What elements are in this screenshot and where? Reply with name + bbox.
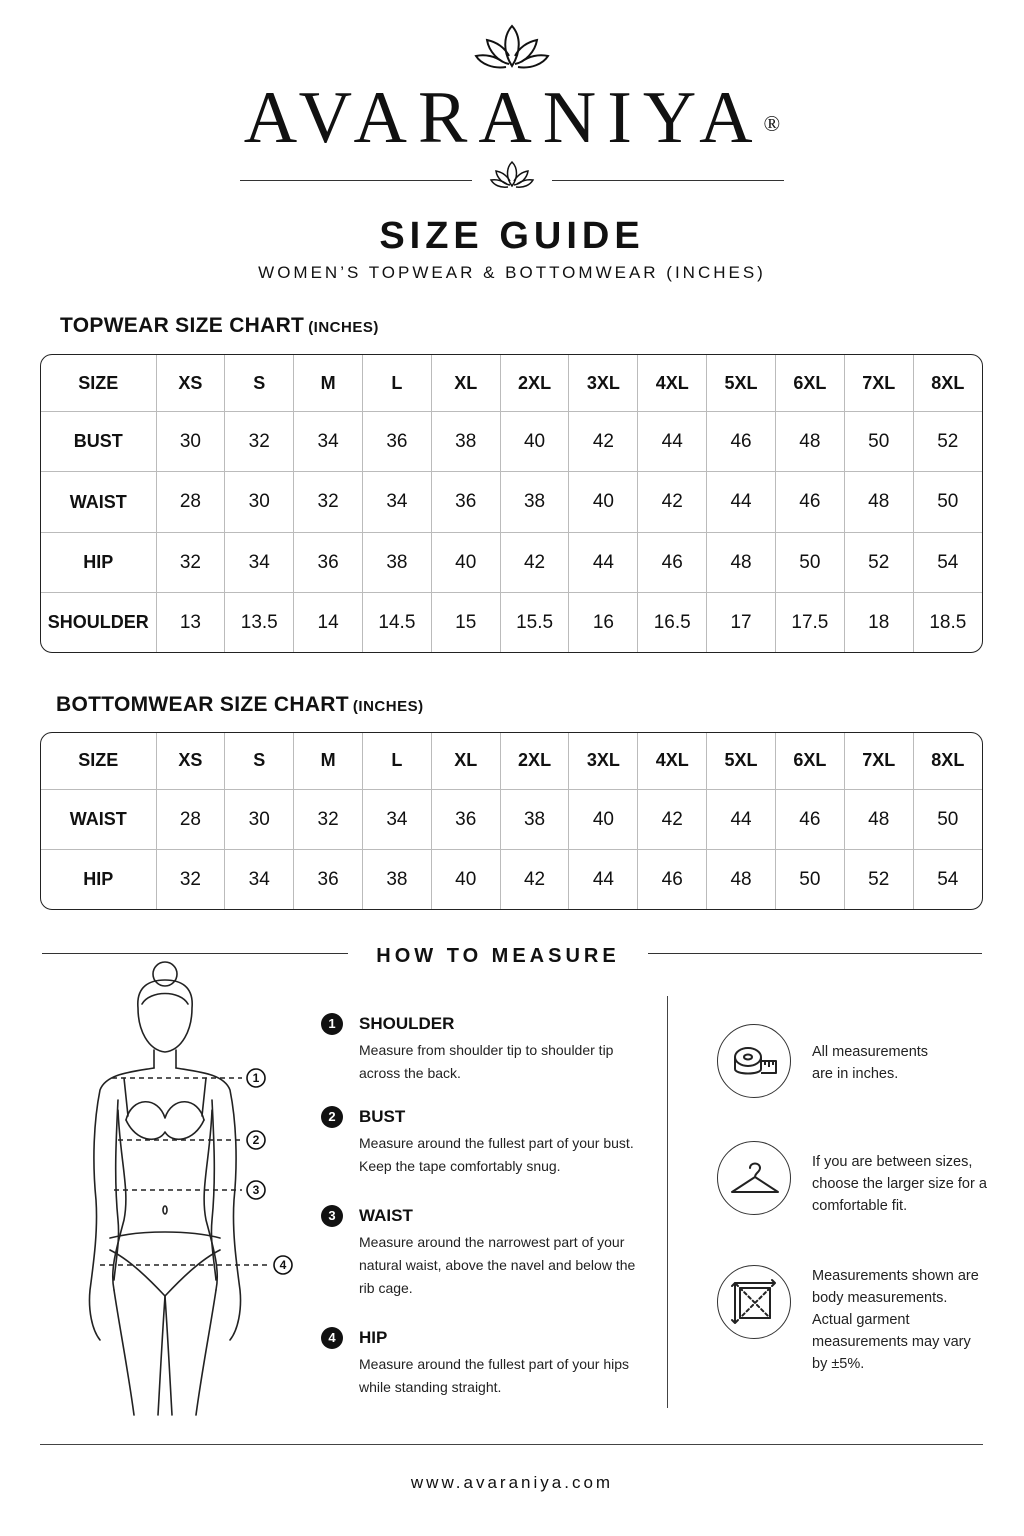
measurement-value-cell: 48 <box>707 850 776 909</box>
measurement-value-cell: 42 <box>638 472 707 532</box>
measurement-value-cell: 46 <box>707 412 776 472</box>
measurement-value-cell: 16 <box>569 593 638 652</box>
topwear-size-table <box>40 354 983 653</box>
size-header-cell: 7XL <box>844 733 913 789</box>
measurement-value-cell: 46 <box>638 850 707 909</box>
measurement-value-cell: 52 <box>844 850 913 909</box>
measurement-value-cell: 54 <box>913 532 982 592</box>
measurement-value-cell: 40 <box>569 472 638 532</box>
step-number: 1 <box>321 1013 343 1035</box>
step-bust <box>321 1106 651 1176</box>
measurement-value-cell: 13.5 <box>225 593 294 652</box>
topwear-title: TOPWEAR SIZE CHART (INCHES) <box>60 314 379 337</box>
size-header-cell: 8XL <box>913 733 982 789</box>
topwear-unit: (INCHES) <box>308 319 379 336</box>
step-description: Measure around the fullest part of your bust. Keep the tape comfortably snug. <box>359 1135 634 1174</box>
figure-marker-1: 1 <box>252 1071 260 1085</box>
measuring-tape-icon <box>717 1024 791 1098</box>
measurement-value-cell: 15.5 <box>500 593 569 652</box>
note-between-sizes: If you are between sizes, choose the larger size for a comfortable fit. <box>812 1154 987 1214</box>
measurement-value-cell: 40 <box>431 532 500 592</box>
table-row <box>41 850 982 909</box>
measurement-value-cell: 42 <box>500 532 569 592</box>
measurement-value-cell: 50 <box>913 472 982 532</box>
measurement-value-cell: 52 <box>913 412 982 472</box>
measurement-value-cell: 38 <box>431 412 500 472</box>
measurement-label-cell: HIP <box>41 850 156 909</box>
measurement-value-cell: 36 <box>431 472 500 532</box>
measurement-value-cell: 32 <box>156 850 225 909</box>
measurement-value-cell: 36 <box>294 850 363 909</box>
size-header-cell: 3XL <box>569 355 638 412</box>
measurement-value-cell: 38 <box>500 789 569 849</box>
hanger-icon <box>717 1141 791 1215</box>
measurement-value-cell: 50 <box>775 532 844 592</box>
measurement-value-cell: 54 <box>937 868 959 890</box>
step-waist <box>321 1205 651 1300</box>
step-number: 2 <box>321 1106 343 1128</box>
measurement-value-cell: 32 <box>294 789 363 849</box>
size-header-cell: 4XL <box>638 355 707 412</box>
body-figure-illustration <box>70 960 300 1420</box>
how-to-measure-title: HOW TO MEASURE <box>376 945 620 967</box>
measurement-value-cell: 52 <box>844 532 913 592</box>
footer-divider <box>40 1444 983 1445</box>
measurement-value-cell: 14 <box>294 593 363 652</box>
measurement-label-cell: WAIST <box>41 789 156 849</box>
step-title: HIP <box>359 1328 388 1347</box>
page-title: SIZE GUIDE <box>379 215 645 257</box>
size-header-cell: XS <box>156 355 225 412</box>
measurement-value-cell: 48 <box>707 532 776 592</box>
measurement-value-cell: 46 <box>775 789 844 849</box>
measurement-value-cell: 17.5 <box>775 593 844 652</box>
vertical-divider <box>667 996 668 1408</box>
measurement-value-cell: 50 <box>844 412 913 472</box>
size-header-cell: L <box>362 733 431 789</box>
header-divider-right <box>552 180 784 181</box>
size-header-cell: 2XL <box>500 733 569 789</box>
measurement-value-cell: 46 <box>638 532 707 592</box>
size-header-row <box>41 733 982 789</box>
size-header-cell: XL <box>431 355 500 412</box>
measurement-label-cell: HIP <box>41 532 156 592</box>
bottomwear-size-table <box>40 732 983 910</box>
measurement-value-cell: 42 <box>569 412 638 472</box>
lotus-logo-icon <box>473 22 551 74</box>
measurement-value-cell: 46 <box>775 472 844 532</box>
registered-mark: ® <box>763 111 781 136</box>
measurement-value-cell: 30 <box>225 472 294 532</box>
measurement-value-cell: 44 <box>569 850 638 909</box>
header-divider-left <box>240 180 472 181</box>
measurement-value-cell: 50 <box>775 850 844 909</box>
dimensions-icon <box>717 1265 791 1339</box>
size-label-cell: SIZE <box>41 733 156 789</box>
step-hip <box>321 1327 651 1397</box>
measurement-value-cell: 50 <box>913 789 982 849</box>
measurement-value-cell: 28 <box>156 472 225 532</box>
size-header-cell: 3XL <box>569 733 638 789</box>
note-measurements-in-inches: All measurements are in inches. <box>812 1044 929 1082</box>
table-row <box>41 532 982 592</box>
measurement-value-cell: 32 <box>225 412 294 472</box>
measurement-value-cell: 14.5 <box>362 593 431 652</box>
measurement-value-cell: 18 <box>844 593 913 652</box>
lotus-small-icon <box>489 160 535 190</box>
measurement-label-cell: BUST <box>41 412 156 472</box>
measurement-value-cell: 44 <box>638 412 707 472</box>
measurement-value-cell: 15 <box>431 593 500 652</box>
table-row <box>41 593 982 652</box>
size-header-cell: 7XL <box>844 355 913 412</box>
figure-marker-3: 3 <box>252 1183 260 1197</box>
measurement-value-cell: 40 <box>431 850 500 909</box>
size-header-cell: L <box>362 355 431 412</box>
size-header-cell: 6XL <box>775 355 844 412</box>
measurement-value-cell: 48 <box>844 472 913 532</box>
size-header-cell: 4XL <box>638 733 707 789</box>
figure-marker-4: 4 <box>279 1258 287 1272</box>
measurement-value-cell: 32 <box>156 532 225 592</box>
bottomwear-unit: (INCHES) <box>352 698 424 715</box>
measurement-value-cell: 40 <box>569 789 638 849</box>
size-header-cell: M <box>294 355 363 412</box>
step-title: BUST <box>359 1107 406 1126</box>
table-row <box>41 789 982 849</box>
measurement-value-cell: 13 <box>156 593 225 652</box>
brand-name: AVARANIYA® <box>243 77 781 159</box>
size-header-row <box>41 355 982 412</box>
measurement-value-cell: 34 <box>362 789 431 849</box>
how-to-measure-divider-left <box>42 953 348 954</box>
measurement-label-cell: SHOULDER <box>41 593 156 652</box>
measurement-value-cell: 44 <box>707 789 776 849</box>
measurement-value-cell: 48 <box>775 412 844 472</box>
step-shoulder <box>321 1013 651 1083</box>
size-header-cell: S <box>225 733 294 789</box>
measurement-value-cell: 48 <box>844 789 913 849</box>
measurement-value-cell: 34 <box>225 850 294 909</box>
step-title: WAIST <box>359 1206 413 1225</box>
size-header-cell: XL <box>431 733 500 789</box>
measurement-value-cell: 40 <box>500 412 569 472</box>
measurement-value-cell: 32 <box>294 472 363 532</box>
measurement-value-cell: 34 <box>294 412 363 472</box>
step-description: Measure around the fullest part of your hips while standing straight. <box>359 1356 630 1395</box>
measurement-value-cell: 17 <box>707 593 776 652</box>
size-header-cell: XS <box>156 733 225 789</box>
measurement-value-cell: 42 <box>638 789 707 849</box>
size-header-cell: 8XL <box>913 355 982 412</box>
measurement-value-cell: 28 <box>156 789 225 849</box>
measurement-value-cell: 34 <box>362 472 431 532</box>
bottomwear-title: BOTTOMWEAR SIZE CHART (INCHES) <box>56 693 424 716</box>
step-number: 4 <box>321 1327 343 1349</box>
measurement-value-cell: 36 <box>362 412 431 472</box>
measurement-value-cell: 42 <box>500 850 569 909</box>
measurement-value-cell: 34 <box>225 532 294 592</box>
measurement-value-cell: 44 <box>707 472 776 532</box>
measurement-value-cell: 38 <box>500 472 569 532</box>
measurement-value-cell: 18.5 <box>929 611 967 633</box>
size-header-cell: S <box>225 355 294 412</box>
size-header-cell: 2XL <box>500 355 569 412</box>
measurement-value-cell: 38 <box>362 532 431 592</box>
table-row <box>41 412 982 472</box>
table-row <box>41 472 982 532</box>
measurement-value-cell: 44 <box>569 532 638 592</box>
step-number: 3 <box>321 1205 343 1227</box>
figure-marker-2: 2 <box>252 1133 260 1147</box>
step-description: Measure around the narrowest part of your natural waist, above the navel and below the rib cage. <box>359 1234 636 1296</box>
note-body-measurements: Measurements shown are body measurements. Actual garment measurements may vary by ±5%. <box>812 1268 979 1372</box>
measurement-value-cell: 38 <box>362 850 431 909</box>
website-url[interactable]: www.avaraniya.com <box>410 1473 614 1492</box>
step-description: Measure from shoulder tip to shoulder tip across the back. <box>359 1042 614 1081</box>
measurement-value-cell: 30 <box>156 412 225 472</box>
size-label-cell: SIZE <box>41 355 156 412</box>
size-header-cell: 5XL <box>707 355 776 412</box>
measurement-value-cell: 30 <box>225 789 294 849</box>
measurement-value-cell: 36 <box>294 532 363 592</box>
measurement-value-cell: 16.5 <box>638 593 707 652</box>
size-header-cell: 6XL <box>775 733 844 789</box>
page-subtitle: WOMEN’S TOPWEAR & BOTTOMWEAR (INCHES) <box>258 263 766 282</box>
measurement-value-cell: 36 <box>431 789 500 849</box>
size-header-cell: 5XL <box>707 733 776 789</box>
how-to-measure-divider-right <box>648 953 982 954</box>
measurement-label-cell: WAIST <box>41 472 156 532</box>
size-header-cell: M <box>294 733 363 789</box>
step-title: SHOULDER <box>359 1014 455 1033</box>
